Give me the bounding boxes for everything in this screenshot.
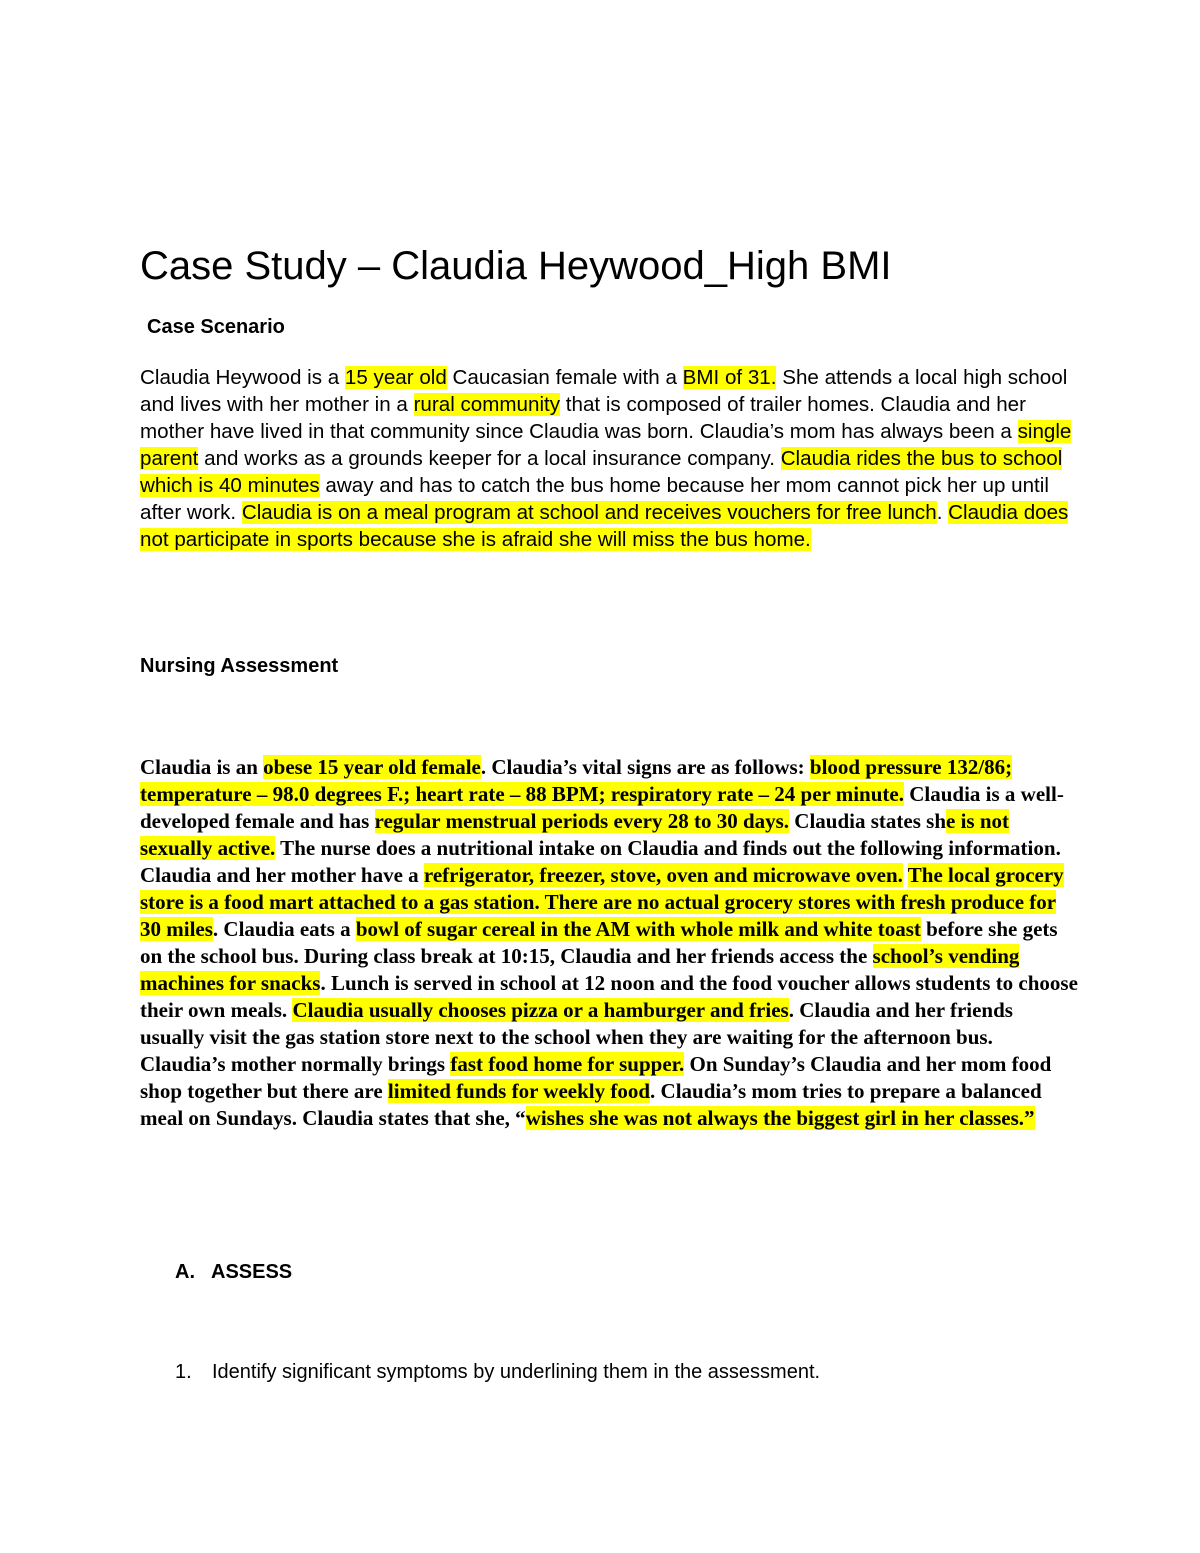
highlighted-text: The local grocery store is a food mart attached to a gas station. There are no actual grocery stores with fresh produce for 30 miles: [140, 863, 1064, 941]
highlighted-text: e is not sexually active.: [140, 809, 1009, 860]
section-assess-heading: [175, 1259, 292, 1285]
text-run: On Sunday’s Claudia and her mom food shop together but there are: [140, 1052, 1052, 1103]
nursing-assessment-heading: Nursing Assessment: [140, 655, 339, 677]
highlighted-text: single parent: [140, 420, 1072, 470]
highlighted-text: limited funds for weekly food: [387, 1079, 651, 1103]
section-label: ASSESS: [211, 1261, 293, 1283]
highlighted-text: fast food home for supper.: [450, 1052, 685, 1076]
text-run: She attends a local high school and lives with her mother in a: [140, 366, 1068, 416]
text-run: .: [936, 501, 949, 524]
question-number: 1.: [175, 1361, 192, 1383]
section-letter: A.: [175, 1261, 195, 1283]
text-run: . Claudia’s mom tries to prepare a balanced meal on Sundays. Claudia states that she, “: [140, 1079, 1042, 1130]
highlighted-text: bowl of sugar cereal in the AM with whole milk and white toast: [355, 917, 921, 941]
question-text: Identify significant symptoms by underlining them in the assessment.: [212, 1361, 821, 1383]
highlighted-text: Claudia is on a meal program at school and receives vouchers for free lunch: [241, 501, 937, 524]
text-run: that is composed of trailer homes. Claudia and her mother have lived in that community since Claudia was born. Claudia’s mom has always been a: [140, 393, 1026, 443]
highlighted-text: wishes she was not always the biggest girl in her classes.”: [525, 1106, 1035, 1130]
text-run: . Claudia and her friends usually visit the gas station store next to the school when they are waiting for the afternoon bus. Claudia’s mother normally brings: [140, 998, 1013, 1076]
text-run: Claudia states sh: [789, 809, 946, 833]
text-run: . Lunch is served in school at 12 noon and the food voucher allows students to choose their own meals.: [140, 971, 1078, 1022]
highlighted-text: 15 year old: [344, 366, 447, 389]
text-run: . Claudia eats a: [212, 917, 356, 941]
text-run: Caucasian female with a: [446, 366, 683, 389]
text-run: Claudia is an: [140, 755, 264, 779]
case-scenario-paragraph: [140, 364, 1080, 553]
highlighted-text: Claudia does not participate in sports because she is afraid she will miss the bus home.: [140, 501, 1069, 551]
highlighted-text: refrigerator, freezer, stove, oven and microwave oven.: [423, 863, 903, 887]
text-run: before she gets on the school bus. During class break at 10:15, Claudia and her friends access the: [140, 917, 1058, 968]
highlighted-text: obese 15 year old female: [263, 755, 481, 779]
text-run: away and has to catch the bus home because her mom cannot pick her up until after work.: [140, 474, 1049, 524]
highlighted-text: Claudia usually chooses pizza or a hamburger and fries: [292, 998, 789, 1022]
text-run: Claudia is a well-developed female and has: [140, 782, 1064, 833]
question-item: [175, 1359, 820, 1385]
nursing-assessment-paragraph: [140, 754, 1080, 1132]
highlighted-text: blood pressure 132/86; temperature – 98.0 degrees F.; heart rate – 88 BPM; respiratory rate – 24 per minute.: [140, 755, 1013, 806]
text-run: Claudia Heywood is a: [140, 366, 345, 389]
text-run: The nurse does a nutritional intake on Claudia and finds out the following information. Claudia and her mother have a: [140, 836, 1061, 887]
document-title: Case Study – Claudia Heywood_High BMI: [140, 244, 892, 288]
highlighted-text: rural community: [413, 393, 561, 416]
highlighted-text: Claudia rides the bus to school which is 40 minutes: [140, 447, 1063, 497]
highlighted-text: BMI of 31.: [682, 366, 777, 389]
case-scenario-heading: Case Scenario: [147, 316, 285, 338]
text-run: . Claudia’s vital signs are as follows:: [480, 755, 810, 779]
highlighted-text: regular menstrual periods every 28 to 30 days.: [374, 809, 790, 833]
highlighted-text: school’s vending machines for snacks: [140, 944, 1020, 995]
text-run: and works as a grounds keeper for a local insurance company.: [198, 447, 781, 470]
